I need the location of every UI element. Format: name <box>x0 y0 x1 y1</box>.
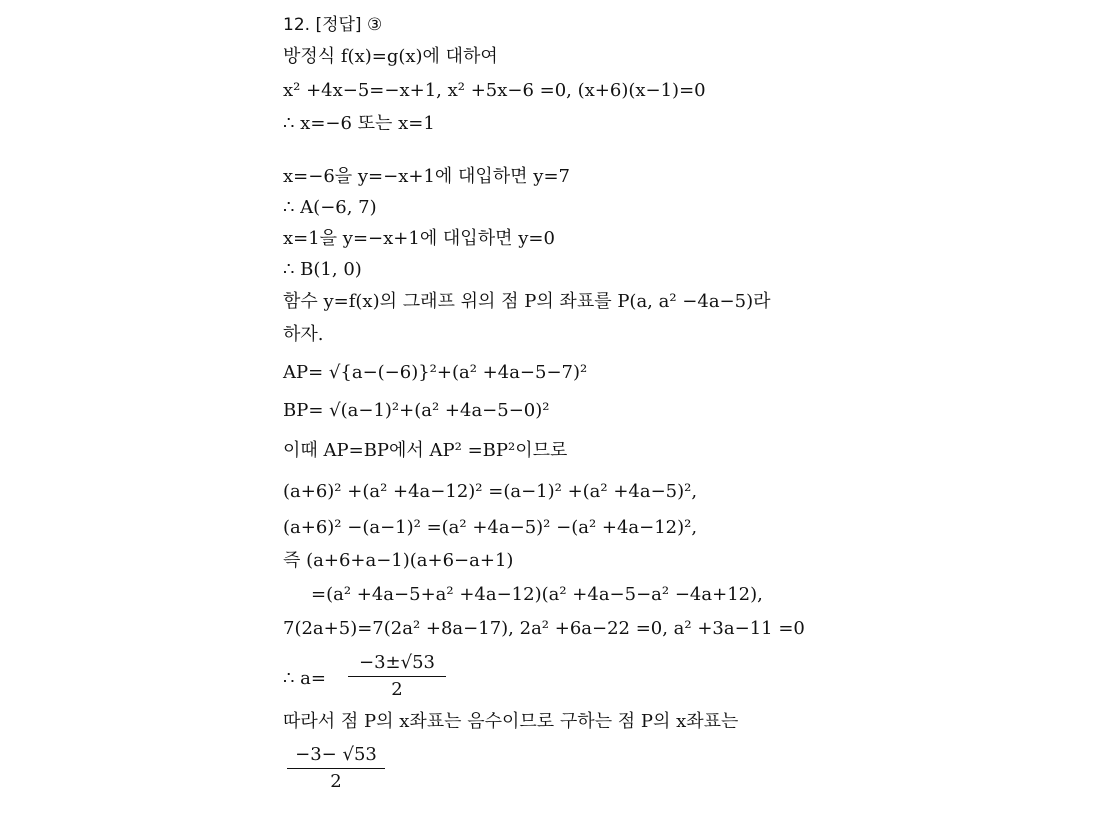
a-value-fraction-bar <box>348 676 446 677</box>
solution-line-12: 이때 AP=BP에서 AP² =BP²이므로 <box>283 440 568 461</box>
solution-line-14: (a+6)² −(a−1)² =(a² +4a−5)² −(a² +4a−12)², <box>283 517 698 538</box>
solution-line-13: (a+6)² +(a² +4a−12)² =(a−1)² +(a² +4a−5)², <box>283 481 698 502</box>
solution-line-7: ∴ B(1, 0) <box>283 259 362 280</box>
answer-denominator: 2 <box>330 771 342 792</box>
a-value-denominator: 2 <box>391 679 403 700</box>
answer-numerator: −3− √53 <box>295 744 377 765</box>
a-value-fraction <box>348 652 446 701</box>
solution-line-10: AP= √{a−(−6)}²+(a² +4a−5−7)² <box>283 362 588 383</box>
problem-header: 12. [정답] ③ <box>283 15 383 35</box>
solution-line-9: 하자. <box>283 324 324 345</box>
a-value-numerator: −3±√53 <box>359 652 435 673</box>
solution-line-4: x=−6을 y=−x+1에 대입하면 y=7 <box>283 166 570 187</box>
solution-line-19: 따라서 점 P의 x좌표는 음수이므로 구하는 점 P의 x좌표는 <box>283 711 739 732</box>
answer-fraction <box>287 744 385 793</box>
solution-line-6: x=1을 y=−x+1에 대입하면 y=0 <box>283 228 555 249</box>
answer-fraction-bar <box>287 768 385 769</box>
solution-line-3: ∴ x=−6 또는 x=1 <box>283 113 435 134</box>
solution-line-2: x² +4x−5=−x+1, x² +5x−6 =0, (x+6)(x−1)=0 <box>283 80 706 101</box>
solution-line-17: 7(2a+5)=7(2a² +8a−17), 2a² +6a−22 =0, a² +3a−11 =0 <box>283 618 805 639</box>
solution-line-16: =(a² +4a−5+a² +4a−12)(a² +4a−5−a² −4a+12), <box>311 584 763 605</box>
solution-line-11: BP= √(a−1)²+(a² +4a−5−0)² <box>283 400 550 421</box>
solution-line-8: 함수 y=f(x)의 그래프 위의 점 P의 좌표를 P(a, a² −4a−5)라 <box>283 291 771 312</box>
solution-line-1: 방정식 f(x)=g(x)에 대하여 <box>283 46 498 67</box>
solution-line-5: ∴ A(−6, 7) <box>283 197 377 218</box>
solution-line-18: ∴ a= <box>283 668 326 689</box>
solution-line-15: 즉 (a+6+a−1)(a+6−a+1) <box>283 550 514 571</box>
